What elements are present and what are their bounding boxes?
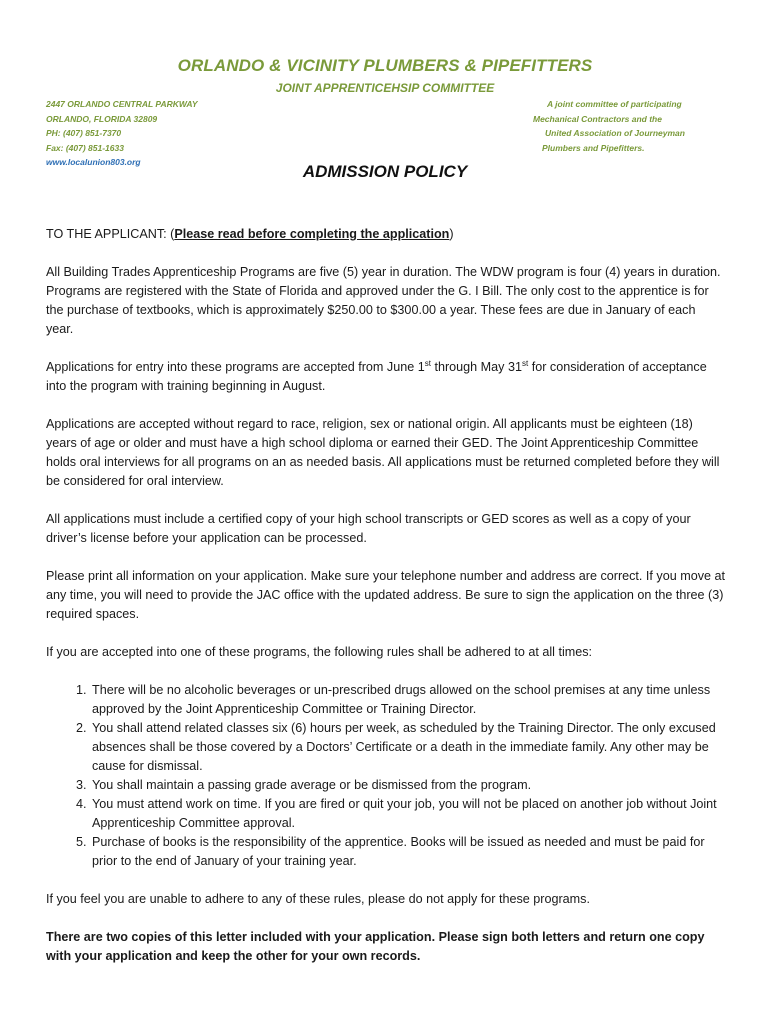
description-line: United Association of Journeyman bbox=[545, 128, 685, 138]
intro-underlined: Please read before completing the application bbox=[174, 227, 450, 241]
rule-item: 4. You must attend work on time. If you are fired or quit your job, you will not be placed on another job without Joint Apprenticeship Committee approval. bbox=[90, 795, 726, 833]
document-title: ADMISSION POLICY bbox=[302, 162, 468, 181]
fax-line: Fax: (407) 851-1633 bbox=[46, 142, 124, 153]
committee-name: JOINT APPRENTICEHSIP COMMITTEE bbox=[275, 81, 495, 95]
paragraph-program-duration: All Building Trades Apprenticeship Programs are five (5) year in duration. The WDW program is four (4) years in duration. Programs are registered with the State of Florida and approved under the G. I Bill. The only cost to the apprentice is for the purchase of textbooks, which is approximately $250.00 to $300.00 a year. These fees are due in January of each year. bbox=[46, 265, 721, 336]
document-body bbox=[46, 225, 726, 985]
paragraph-print-instructions: Please print all information on your application. Make sure your telephone number and address are correct. If you move at any time, you will need to provide the JAC office with the updated address. Be sure to sign the application on the three (3) required spaces. bbox=[46, 569, 726, 621]
description-line: Plumbers and Pipefitters. bbox=[542, 142, 645, 153]
paragraph-required-documents: All applications must include a certified copy of your high school transcripts or GED scores as well as a copy of your driver’s license before your application can be processed. bbox=[46, 512, 691, 545]
address-block bbox=[46, 97, 198, 170]
p2-sup-2: st bbox=[521, 358, 529, 368]
p2-text-b: through May 31 bbox=[430, 360, 522, 374]
p2-sup-1: st bbox=[424, 358, 431, 368]
rules-list bbox=[46, 681, 726, 871]
address-line: ORLANDO, FLORIDA 32809 bbox=[46, 113, 158, 124]
rule-item: 3. You shall maintain a passing grade average or be dismissed from the program. bbox=[90, 776, 726, 795]
address-line: 2447 ORLANDO CENTRAL PARKWAY bbox=[46, 99, 198, 109]
website-link[interactable]: www.localunion803.org bbox=[46, 157, 141, 167]
paragraph-signature-instructions: There are two copies of this letter included with your application. Please sign both letters and return one copy with your application and keep the other for your own records. bbox=[46, 930, 705, 963]
rule-item: 5. Purchase of books is the responsibility of the apprentice. Books will be issued as needed and must be paid for prior to the end of January of your training year. bbox=[90, 833, 726, 871]
p2-text-a: Applications for entry into these programs are accepted from June 1 bbox=[46, 360, 425, 374]
phone-line: PH: (407) 851-7370 bbox=[46, 128, 122, 138]
description-line: Mechanical Contractors and the bbox=[533, 113, 662, 124]
paragraph-eligibility: Applications are accepted without regard to race, religion, sex or national origin. All applicants must be eighteen (18) years of age or older and must have a high school diploma or earned their GED. The Joint Apprenticeship Committee holds oral interviews for all programs on an as needed basis. All applications must be returned completed before they will be considered for oral interview. bbox=[46, 417, 720, 488]
p2-text-c: for consideration of acceptance into the program with training beginning in August. bbox=[46, 360, 707, 393]
intro-suffix: ) bbox=[449, 227, 454, 241]
rule-item: 1. There will be no alcoholic beverages or un-prescribed drugs allowed on the school premises at any time unless approved by the Joint Apprenticeship Committee or Training Director. bbox=[90, 681, 726, 719]
paragraph-adherence-notice: If you feel you are unable to adhere to any of these rules, please do not apply for these programs. bbox=[46, 892, 590, 906]
intro-line bbox=[46, 225, 726, 244]
committee-description bbox=[520, 97, 720, 155]
paragraph-application-dates bbox=[46, 358, 726, 396]
rule-item: 2. You shall attend related classes six (6) hours per week, as scheduled by the Training Director. The only excused absences shall be those covered by a Doctors’ Certificate or a death in the immediate family. Any other may be cause for dismissal. bbox=[90, 719, 726, 776]
organization-name: ORLANDO & VICINITY PLUMBERS & PIPEFITTERS bbox=[177, 56, 593, 75]
intro-prefix: TO THE APPLICANT: ( bbox=[46, 227, 175, 241]
description-line: A joint committee of participating bbox=[547, 99, 682, 109]
paragraph-rules-intro: If you are accepted into one of these programs, the following rules shall be adhered to at all times: bbox=[46, 645, 593, 659]
